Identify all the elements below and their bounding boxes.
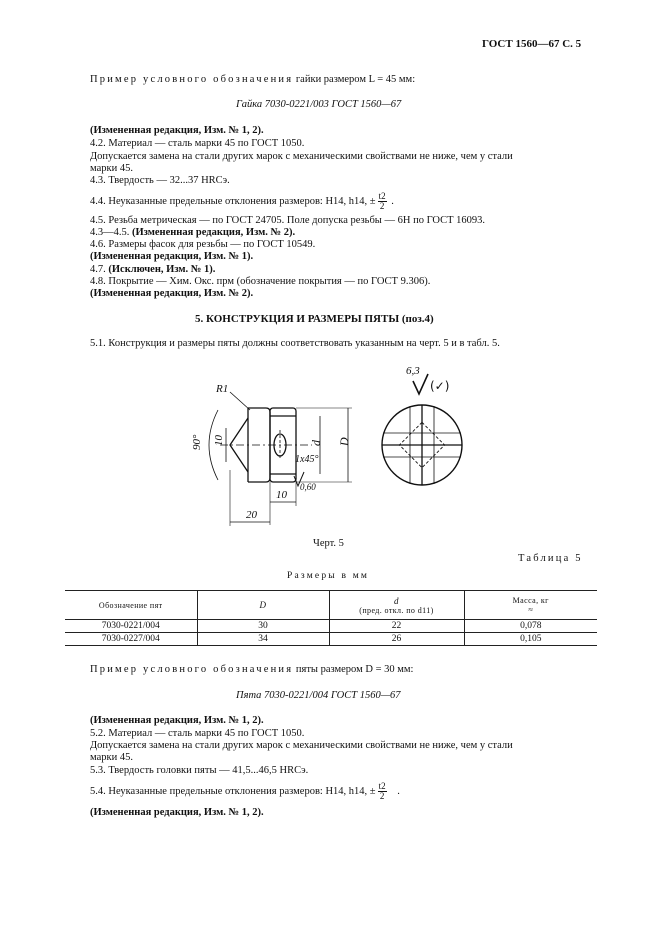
clause-5-2: 5.2. Материал — сталь марки 45 по ГОСТ 1050. (90, 728, 305, 739)
cell-D: 30 (197, 620, 329, 633)
example-rest: гайки размером L = 45 мм: (295, 74, 416, 85)
label-angle: 90° (191, 434, 203, 450)
fraction-den: 2 (379, 201, 385, 211)
drawing-caption: Черт. 5 (313, 538, 344, 549)
revision-note: (Измененная редакция, Изм. № 1, 2). (90, 807, 264, 818)
clause-4-2: 4.2. Материал — сталь марки 45 по ГОСТ 1050. (90, 138, 305, 149)
clause-5-3: 5.3. Твердость головки пяты — 41,5...46,5 HRCэ. (90, 765, 309, 776)
example-lead: Пример условного обозначения (90, 664, 294, 675)
cell-d: 26 (329, 633, 464, 646)
revision-note: (Измененная редакция, Изм. № 1, 2). (90, 125, 264, 136)
designation-1: Гайка 7030-0221/003 ГОСТ 1560—67 (236, 99, 402, 110)
clause-5-4 (90, 782, 400, 801)
table-subtitle: Размеры в мм (287, 571, 370, 581)
revision-note: (Измененная редакция, Изм. № 2). (90, 288, 254, 299)
label-chamfer: 1x45° (295, 454, 319, 465)
revision-note: (Измененная редакция, Изм. № 2). (132, 227, 296, 238)
table-row (65, 620, 597, 633)
label-roughness-060: 0,60 (300, 482, 316, 492)
substitution-note: Допускается замена на стали других марок с механическими свойствами не ниже, чем у стали (90, 151, 513, 162)
clause-range: 4.3—4.5. (90, 227, 130, 238)
revision-note: (Измененная редакция, Изм. № 1, 2). (90, 715, 264, 726)
header-mass-label: Масса, кг (512, 596, 549, 605)
clause-4-6: 4.6. Размеры фасок для резьбы — по ГОСТ 10549. (90, 239, 316, 250)
fraction-den: 2 (379, 791, 385, 801)
clause-5-1: 5.1. Конструкция и размеры пяты должны соответствовать указанным на черт. 5 и в табл. 5. (90, 338, 500, 349)
cell-mass: 0,078 (464, 620, 597, 633)
label-d: d (309, 440, 323, 446)
substitution-note: Допускается замена на стали других марок с механическими свойствами не ниже, чем у стали (90, 740, 513, 751)
page-header: ГОСТ 1560—67 С. 5 (482, 38, 582, 50)
cell-code: 7030-0221/004 (65, 620, 197, 633)
roughness-value: 6,3 (406, 365, 420, 377)
cell-d: 22 (329, 620, 464, 633)
substitution-note-cont: марки 45. (90, 163, 133, 174)
excluded-note: (Исключен, Изм. № 1). (108, 264, 216, 275)
clause-end: . (391, 195, 394, 207)
clause-4-4-text: 4.4. Неуказанные предельные отклонения размеров: H14, h14, ± (90, 195, 376, 207)
fraction-num: t2 (378, 191, 386, 201)
roughness-check-icon (413, 374, 428, 394)
revision-note: (Измененная редакция, Изм. № 1). (90, 251, 254, 262)
label-r1: R1 (216, 383, 229, 395)
header-d (329, 591, 464, 620)
clause-5-4-text: 5.4. Неуказанные предельные отклонения размеров: H14, h14, ± (90, 785, 376, 797)
header-D: D (197, 591, 329, 620)
section-title: 5. КОНСТРУКЦИЯ И РАЗМЕРЫ ПЯТЫ (поз.4) (195, 313, 434, 325)
example-line-2 (90, 663, 413, 676)
header-d-symbol: d (394, 595, 399, 606)
label-D: D (337, 437, 351, 446)
clause-4-4 (90, 192, 394, 211)
fraction (378, 782, 387, 801)
clause-num: 4.7. (90, 264, 106, 275)
table-row (65, 633, 597, 646)
table-header-row (65, 591, 597, 620)
fraction-num: t2 (378, 781, 386, 791)
header-mass (464, 591, 597, 620)
cell-D: 34 (197, 633, 329, 646)
substitution-note-cont: марки 45. (90, 752, 133, 763)
example-rest: пяты размером D = 30 мм: (295, 664, 414, 675)
clause-4-5: 4.5. Резьба метрическая — по ГОСТ 24705. Поле допуска резьбы — 6Н по ГОСТ 16093. (90, 215, 486, 226)
cell-code: 7030-0227/004 (65, 633, 197, 646)
clause-end: . (397, 785, 400, 797)
fraction (378, 192, 387, 211)
label-10-horizontal: 10 (276, 489, 287, 501)
cell-mass: 0,105 (464, 633, 597, 646)
drawing-5 (170, 350, 490, 535)
roughness-paren: (✓) (430, 379, 450, 393)
label-20: 20 (246, 509, 257, 521)
table-label: Таблица 5 (518, 553, 583, 564)
table-5 (65, 590, 597, 646)
example-line-1 (90, 73, 415, 86)
header-d-note: (пред. откл. по d11) (359, 605, 434, 615)
clause-4-3: 4.3. Твердость — 32...37 HRCэ. (90, 175, 230, 186)
header-designation: Обозначение пят (65, 591, 197, 620)
clause-4-8: 4.8. Покрытие — Хим. Окс. прм (обозначение покрытия — по ГОСТ 9.306). (90, 276, 431, 287)
designation-2: Пята 7030-0221/004 ГОСТ 1560—67 (236, 690, 401, 701)
example-lead: Пример условного обозначения (90, 74, 294, 85)
label-10-vertical: 10 (213, 435, 225, 446)
header-mass-approx: ≈ (528, 605, 534, 614)
